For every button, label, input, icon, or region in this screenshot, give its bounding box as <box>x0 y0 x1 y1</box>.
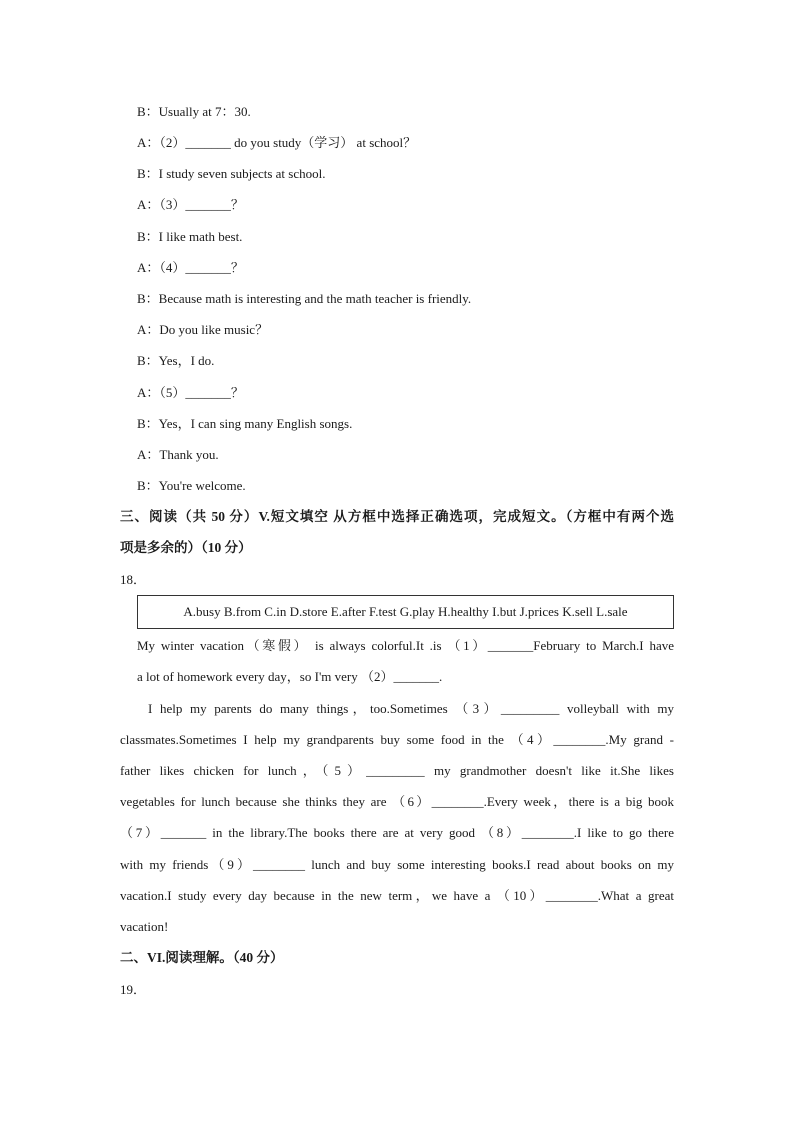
dialogue-line: B：Because math is interesting and the math teacher is friendly. <box>137 291 472 306</box>
dialogue-line: A：（3）_______？ <box>137 197 244 212</box>
dialogue-line: B：Yes，I do. <box>137 353 215 368</box>
passage-line: vacation! <box>120 919 169 934</box>
dialogue-line: A：（2）_______ do you study（学习） at school？ <box>137 135 417 150</box>
passage-line: classmates.Sometimes I help my grandparents buy some food in the （4）________.My grand - <box>120 732 674 747</box>
dialogue-line: A：（4）_______？ <box>137 260 244 275</box>
dialogue-line: B：Usually at 7：30. <box>137 104 251 119</box>
question-number: 18． <box>120 572 147 587</box>
section-heading: 三、阅读（共 50 分）V.短文填空 从方框中选择正确选项，完成短文。（方框中有两个选 <box>120 509 674 524</box>
passage-line: My winter vacation（寒假） is always colorful.It .is （1）_______February to March.I have <box>137 638 674 653</box>
passage-line: I help my parents do many things，too.Sometimes （3）_________ volleyball with my <box>148 701 674 716</box>
question-number: 19． <box>120 982 147 997</box>
dialogue-line: A：Thank you. <box>137 447 219 462</box>
word-options: A.busy B.from C.in D.store E.after F.test G.play H.healthy I.but J.prices K.sell L.sale <box>183 604 628 619</box>
passage-line: a lot of homework every day，so I'm very （2）_______. <box>137 669 443 684</box>
passage-line: father likes chicken for lunch，（5）_________ my grandmother doesn't like it.She likes <box>120 763 674 778</box>
passage-line: with my friends（9）________ lunch and buy some interesting books.I read about books on my <box>120 857 674 872</box>
passage-line: vacation.I study every day because in the new term，we have a （10）________.What a great <box>120 888 674 903</box>
section-heading: 二、VI.阅读理解。（40 分） <box>120 950 284 965</box>
word-options-box <box>137 595 674 629</box>
dialogue-line: B：I like math best. <box>137 229 243 244</box>
dialogue-line: A：Do you like music？ <box>137 322 269 337</box>
dialogue-line: B：I study seven subjects at school. <box>137 166 326 181</box>
dialogue-line: B：You're welcome. <box>137 478 246 493</box>
passage-line: vegetables for lunch because she thinks they are （6）________.Every week，there is a big book <box>120 794 674 809</box>
section-heading-continued: 项是多余的）（10 分） <box>120 540 252 555</box>
dialogue-line: B：Yes，I can sing many English songs. <box>137 416 353 431</box>
passage-line: （7）_______ in the library.The books there are at very good （8）________.I like to go there <box>120 825 674 840</box>
dialogue-line: A：（5）_______？ <box>137 385 244 400</box>
